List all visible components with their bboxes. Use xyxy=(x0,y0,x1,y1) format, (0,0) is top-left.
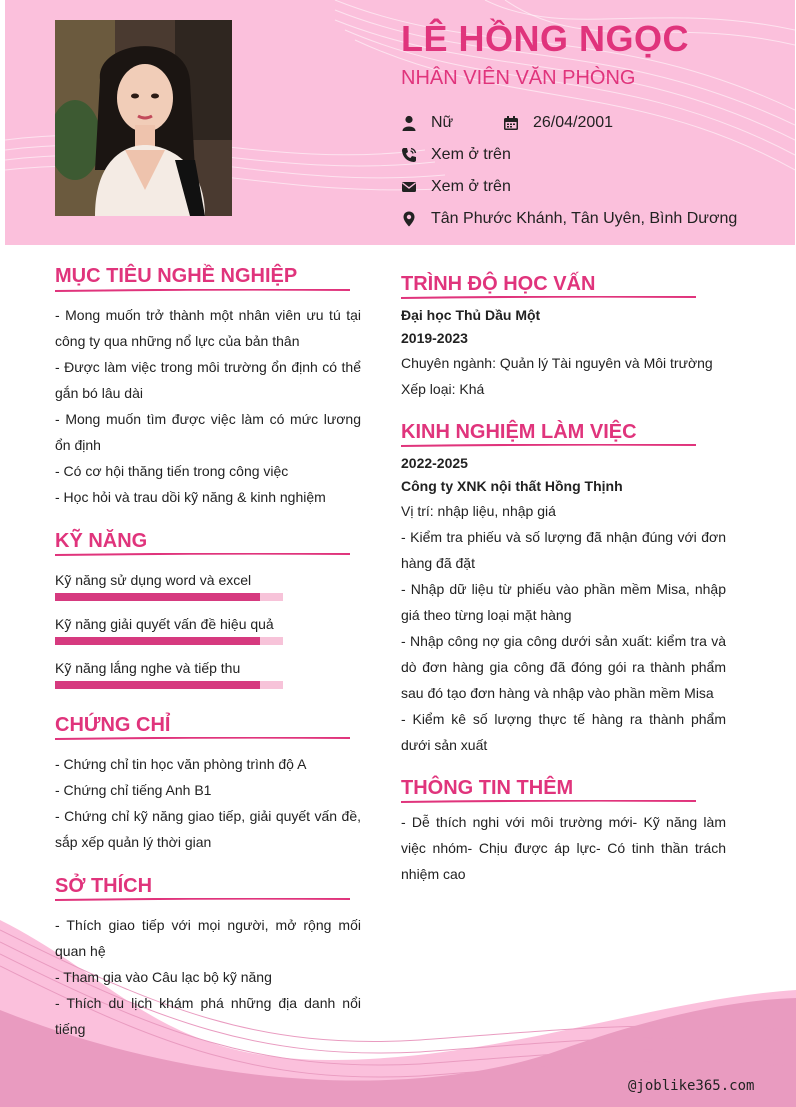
objective-item: - Được làm việc trong môi trường ổn định có thể gắn bó lâu dài xyxy=(55,359,361,401)
skill-bar xyxy=(55,637,283,645)
user-icon xyxy=(401,115,417,131)
certificates-list xyxy=(55,751,361,855)
additional-title: THÔNG TIN THÊM xyxy=(401,777,574,799)
objective-underline xyxy=(55,289,350,293)
objective-item: - Có cơ hội thăng tiến trong công việc xyxy=(55,463,289,479)
skills-underline xyxy=(55,553,350,557)
profile-photo xyxy=(55,20,232,216)
phone-row xyxy=(401,146,511,164)
location-pin-icon xyxy=(401,211,417,227)
birthdate-value: 26/04/2001 xyxy=(533,114,614,131)
skill-label: Kỹ năng lắng nghe và tiếp thu xyxy=(55,660,241,676)
phone-icon xyxy=(401,147,417,163)
certificate-item: - Chứng chỉ tin học văn phòng trình độ A xyxy=(55,756,307,772)
skill-bar-fill xyxy=(55,681,260,689)
experience-item: - Kiểm kê số lượng thực tế hàng ra thành phẩm dưới sản xuất xyxy=(401,711,726,753)
education-grade: Xếp loại: Khá xyxy=(401,381,485,397)
objective-item: - Mong muốn trở thành một nhân viên ưu tú tại công ty qua những nổ lực của bản thân xyxy=(55,307,361,349)
education-block xyxy=(401,304,726,402)
skill-bar xyxy=(55,681,283,689)
hobbies-underline xyxy=(55,898,350,902)
additional-underline xyxy=(401,800,696,804)
skill-bar-fill xyxy=(55,637,260,645)
experience-item: - Kiểm tra phiếu và số lượng đã nhận đúng với đơn hàng đã đặt xyxy=(401,529,726,571)
objective-title: MỤC TIÊU NGHỀ NGHIỆP xyxy=(55,265,298,287)
skill-bar xyxy=(55,593,283,601)
address-value: Tân Phước Khánh, Tân Uyên, Bình Dương xyxy=(431,210,738,227)
objective-item: - Học hỏi và trau dồi kỹ năng & kinh nghiệm xyxy=(55,489,326,505)
experience-period: 2022-2025 xyxy=(401,455,468,471)
job-title: NHÂN VIÊN VĂN PHÒNG xyxy=(401,67,636,89)
email-value: Xem ở trên xyxy=(431,178,511,195)
birthdate-row xyxy=(503,114,613,132)
skills-title: KỸ NĂNG xyxy=(55,530,148,552)
gender-value: Nữ xyxy=(431,114,454,131)
hobby-item: - Thích du lịch khám phá những địa danh nổi tiếng xyxy=(55,995,361,1037)
experience-block xyxy=(401,452,726,758)
experience-title: KINH NGHIỆM LÀM VIỆC xyxy=(401,421,637,443)
certificates-title: CHỨNG CHỈ xyxy=(55,714,171,736)
education-major: Chuyên ngành: Quản lý Tài nguyên và Môi trường xyxy=(401,355,713,371)
candidate-name: LÊ HỒNG NGỌC xyxy=(401,18,690,59)
objective-list xyxy=(55,302,361,510)
certificate-item: - Chứng chỉ tiếng Anh B1 xyxy=(55,782,212,798)
experience-item: - Nhập công nợ gia công dưới sản xuất: kiểm tra và dò đơn hàng gia công đã đóng gói ra thành phẩm sau đó tạo đơn hàng và nhập vào phần mềm Misa xyxy=(401,633,726,701)
education-title: TRÌNH ĐỘ HỌC VẤN xyxy=(401,273,596,295)
skill-bar-fill xyxy=(55,593,260,601)
phone-value: Xem ở trên xyxy=(431,146,511,163)
education-school: Đại học Thủ Dầu Một xyxy=(401,307,541,323)
calendar-icon xyxy=(503,115,519,131)
skill-label: Kỹ năng sử dụng word và excel xyxy=(55,572,252,588)
experience-position: Vị trí: nhập liệu, nhập giá xyxy=(401,503,556,519)
certificate-item: - Chứng chỉ kỹ năng giao tiếp, giải quyết vấn đề, sắp xếp quản lý thời gian xyxy=(55,808,361,850)
hobbies-list xyxy=(55,912,361,1042)
hobby-item: - Tham gia vào Câu lạc bộ kỹ năng xyxy=(55,969,272,985)
certificates-underline xyxy=(55,737,350,741)
objective-item: - Mong muốn tìm được việc làm có mức lương ổn định xyxy=(55,411,361,453)
hobbies-title: SỞ THÍCH xyxy=(55,875,153,897)
skill-label: Kỹ năng giải quyết vấn đề hiệu quả xyxy=(55,616,274,632)
education-underline xyxy=(401,296,696,300)
education-period: 2019-2023 xyxy=(401,330,468,346)
additional-text: - Dễ thích nghi với môi trường mới- Kỹ năng làm việc nhóm- Chịu được áp lực- Có tinh thần trách nhiệm cao xyxy=(401,814,726,882)
experience-company: Công ty XNK nội thất Hồng Thịnh xyxy=(401,478,623,494)
footer-handle: @joblike365.com xyxy=(628,1078,755,1094)
envelope-icon xyxy=(401,179,417,195)
gender-row xyxy=(401,114,453,132)
experience-underline xyxy=(401,444,696,448)
hobby-item: - Thích giao tiếp với mọi người, mở rộng mối quan hệ xyxy=(55,917,361,959)
address-row xyxy=(401,210,737,228)
email-row xyxy=(401,178,511,196)
experience-item: - Nhập dữ liệu từ phiếu vào phần mềm Misa, nhập giá theo từng loại mặt hàng xyxy=(401,581,726,623)
